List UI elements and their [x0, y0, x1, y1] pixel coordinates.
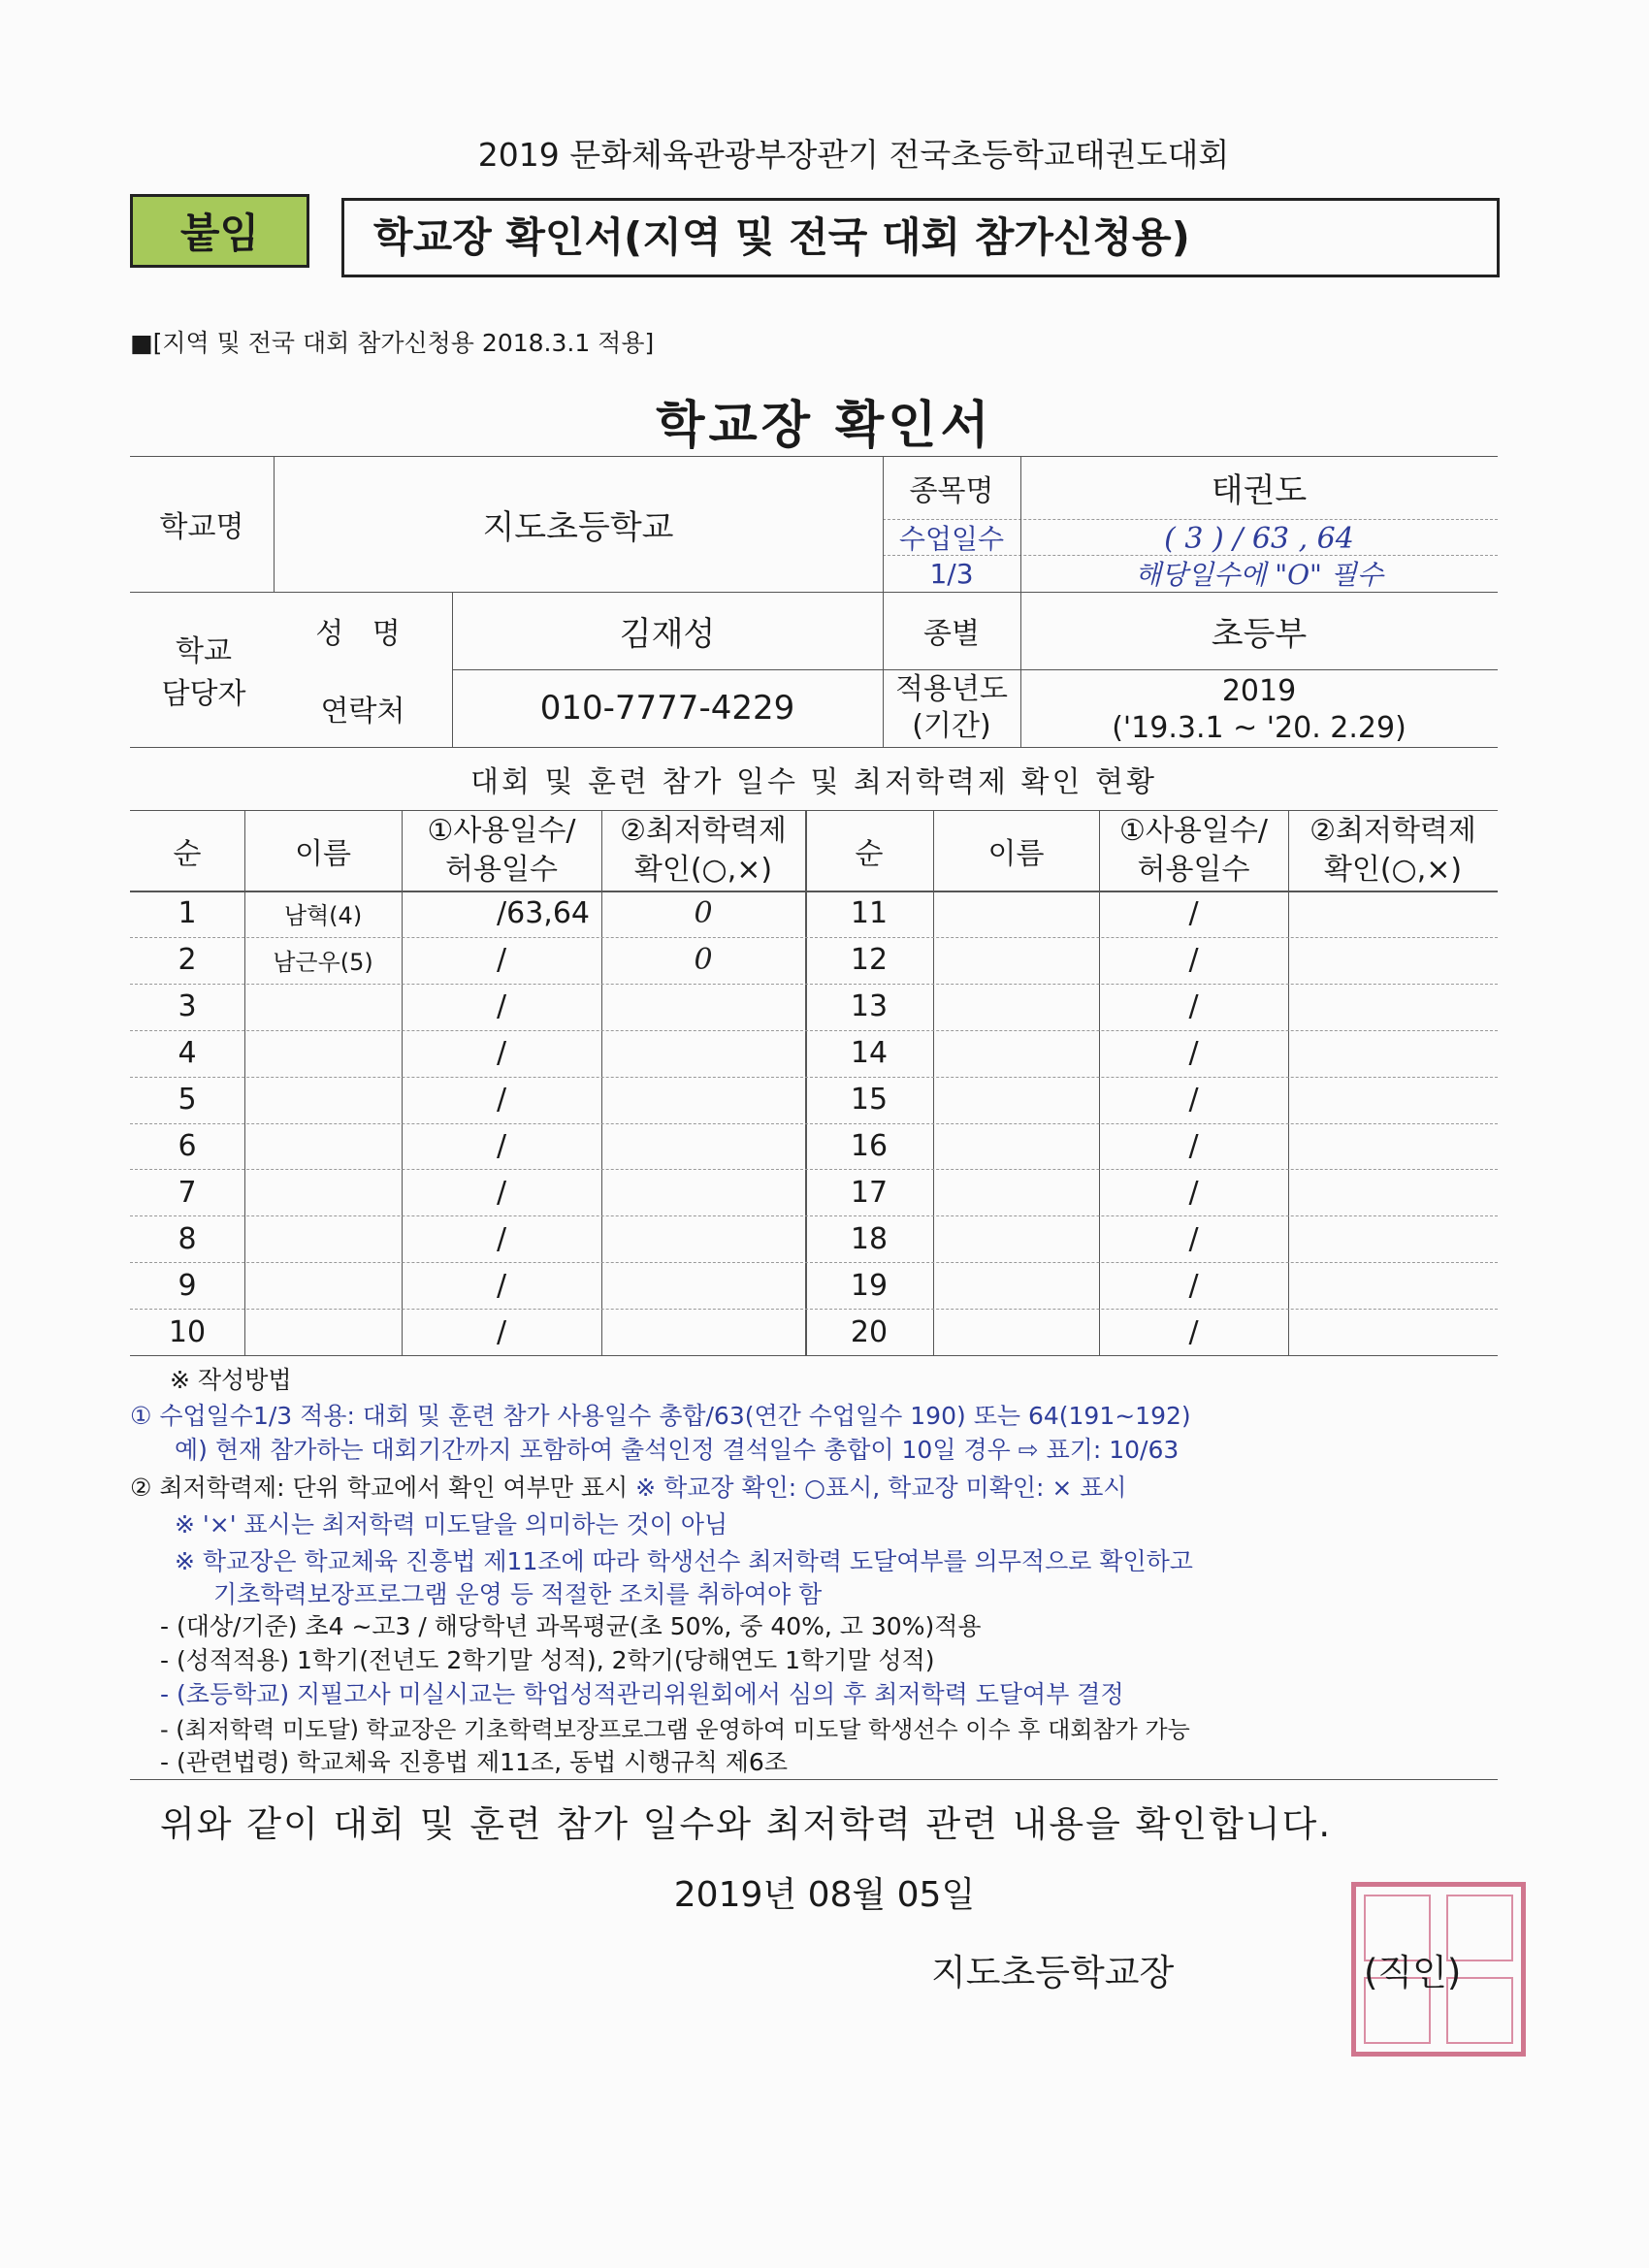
- class-days-value: ( 3 ) / 63 , 64: [1164, 521, 1354, 556]
- school-name-value: 지도초등학교: [482, 507, 674, 547]
- note-2d: 기초학력보장프로그램 운영 등 적절한 조치를 취하여야 함: [213, 1580, 823, 1608]
- status-title: 대회 및 훈련 참가 일수 및 최저학력제 확인 현황: [470, 764, 1157, 799]
- cell-check: [1288, 1030, 1498, 1077]
- note-1b: 예) 현재 참가하는 대회기간까지 포함하여 출석인정 결석일수 총합이 10일 경우 ⇨ 표기: 10/63: [175, 1436, 1180, 1464]
- class-days-note: 해당일수에 "O" 필수: [1135, 559, 1383, 591]
- cell-name: [244, 1309, 402, 1355]
- note-1a: ① 수업일수1/3 적용: 대회 및 훈련 참가 사용일수 총합/63(연간 수업일수 190) 또는 64(191~192): [130, 1402, 1191, 1430]
- cell-days: /: [1188, 1036, 1199, 1071]
- cell-name: [933, 1169, 1099, 1215]
- note-b2: - (성적적용) 1학기(전년도 2학기말 성적), 2학기(당해연도 1학기말 성적): [160, 1646, 935, 1674]
- cell-no: 8: [178, 1221, 197, 1256]
- cell-check: [1288, 1262, 1498, 1309]
- contact-group-label: 학교 담당자: [161, 634, 246, 711]
- cell-check: 0: [694, 943, 713, 978]
- cell-no: 16: [850, 1128, 889, 1163]
- year-label: 적용년도 (기간): [895, 672, 1008, 743]
- seal-label: (직인): [1364, 1952, 1462, 1993]
- school-name-label: 학교명: [159, 510, 244, 544]
- cell-check: [601, 984, 805, 1030]
- cell-days: /: [1188, 989, 1199, 1024]
- cell-name: 남혁(4): [283, 902, 363, 930]
- cell-check: [1288, 1077, 1498, 1123]
- cell-check: [601, 1123, 805, 1170]
- note-2a-highlight: ※ 학교장 확인: ○표시, 학교장 미확인: × 표시: [635, 1474, 1127, 1502]
- event-label: 종목명: [909, 473, 994, 508]
- note-2b: ※ '×' 표시는 최저학력 미도달을 의미하는 것이 아님: [175, 1510, 728, 1539]
- attachment-badge: 붙임: [130, 194, 309, 268]
- note-2c: ※ 학교장은 학교체육 진흥법 제11조에 따라 학생선수 최저학력 도달여부를 의무적으로 확인하고: [175, 1547, 1193, 1575]
- cell-check: [601, 1169, 805, 1215]
- note-b5: - (관련법령) 학교체육 진흥법 제11조, 동법 시행규칙 제6조: [160, 1748, 788, 1776]
- cell-no: 10: [168, 1314, 207, 1349]
- cell-name: [933, 1123, 1099, 1170]
- note-b1: - (대상/기준) 초4 ~고3 / 해당학년 과목평균(초 50%, 중 40%, 고 30%)적용: [160, 1612, 982, 1640]
- col-days: ①사용일수/ 허용일수: [427, 813, 576, 887]
- confirmation-text: 위와 같이 대회 및 훈련 참가 일수와 최저학력 관련 내용을 확인합니다.: [160, 1803, 1333, 1845]
- contact-name-value: 김재성: [619, 614, 716, 654]
- col-check-right: ②최저학력제 확인(○,×): [1310, 813, 1476, 887]
- col-check: ②최저학력제 확인(○,×): [620, 813, 787, 887]
- cell-days: /: [1188, 1175, 1199, 1210]
- phone-label: 연락처: [320, 695, 405, 729]
- sign-date: 2019년 08월 05일: [673, 1875, 976, 1915]
- cell-no: 2: [178, 943, 197, 978]
- cell-days: /: [496, 1175, 507, 1210]
- cell-no: 20: [850, 1314, 889, 1349]
- col-no-right: 순: [855, 836, 884, 871]
- cell-no: 7: [178, 1175, 197, 1210]
- cell-days: /: [1188, 896, 1199, 931]
- cell-check: [1288, 1309, 1498, 1355]
- cell-name: [933, 891, 1099, 937]
- cell-check: [601, 1262, 805, 1309]
- cell-name: [244, 1169, 402, 1215]
- col-name: 이름: [295, 836, 351, 871]
- cell-name: [244, 1077, 402, 1123]
- cell-days: /: [496, 1221, 507, 1256]
- class-days-fraction: 1/3: [929, 557, 974, 590]
- cell-no: 17: [850, 1175, 889, 1210]
- principal-name: 지도초등학교장: [931, 1952, 1175, 1993]
- cell-name: [933, 1030, 1099, 1077]
- cell-check: [601, 1215, 805, 1262]
- year-period: ('19.3.1 ~ '20. 2.29): [1112, 710, 1406, 745]
- class-days-label: 수업일수: [898, 522, 1005, 555]
- col-no: 순: [173, 836, 202, 871]
- cell-name: [244, 984, 402, 1030]
- cell-name: [933, 1262, 1099, 1309]
- cell-days: /: [496, 1036, 507, 1071]
- header-title: 학교장 확인서(지역 및 전국 대회 참가신청용): [341, 198, 1500, 277]
- document-title: 학교장 확인서: [656, 397, 993, 455]
- cell-no: 14: [850, 1036, 889, 1071]
- cell-no: 4: [178, 1036, 197, 1071]
- year-value: 2019: [1221, 673, 1297, 708]
- cell-name: [244, 1030, 402, 1077]
- cell-no: 5: [178, 1083, 197, 1118]
- note-b3: - (초등학교) 지필고사 미실시교는 학업성적관리위원회에서 심의 후 최저학력 도달여부 결정: [160, 1680, 1124, 1708]
- cell-name: [933, 1309, 1099, 1355]
- cell-check: [601, 1030, 805, 1077]
- cell-no: 19: [850, 1268, 889, 1303]
- cell-no: 9: [178, 1268, 197, 1303]
- cell-no: 3: [178, 989, 197, 1024]
- col-name-right: 이름: [987, 836, 1045, 871]
- cell-no: 1: [178, 896, 197, 931]
- cell-days: /63,64: [497, 896, 590, 931]
- cell-no: 12: [850, 943, 889, 978]
- cell-name: [244, 1123, 402, 1170]
- cell-name: [244, 1262, 402, 1309]
- cell-no: 6: [178, 1128, 197, 1163]
- division-label: 종별: [923, 617, 980, 651]
- cell-check: [601, 1309, 805, 1355]
- cell-no: 11: [850, 896, 889, 931]
- cell-days: /: [496, 943, 507, 978]
- cell-days: /: [1188, 1314, 1199, 1349]
- cell-no: 13: [850, 989, 889, 1024]
- note-2a-text: ② 최저학력제: 단위 학교에서 확인 여부만 표시: [130, 1474, 629, 1502]
- cell-name: 남근우(5): [273, 949, 373, 977]
- cell-no: 18: [850, 1221, 889, 1256]
- name-label: 성 명: [315, 617, 410, 651]
- phone-value: 010-7777-4229: [539, 689, 795, 728]
- cell-days: /: [1188, 943, 1199, 978]
- cell-check: [1288, 1123, 1498, 1170]
- notes-heading: ※ 작성방법: [170, 1366, 292, 1394]
- cell-check: [1288, 891, 1498, 937]
- cell-no: 15: [850, 1083, 889, 1118]
- cell-name: [933, 1077, 1099, 1123]
- cell-check: [1288, 937, 1498, 984]
- cell-days: /: [1188, 1221, 1199, 1256]
- cell-days: /: [496, 1128, 507, 1163]
- cell-check: [1288, 1215, 1498, 1262]
- cell-days: /: [1188, 1083, 1199, 1118]
- cell-days: /: [496, 1083, 507, 1118]
- cell-days: /: [1188, 1268, 1199, 1303]
- cell-days: /: [496, 989, 507, 1024]
- cell-check: 0: [694, 896, 713, 931]
- col-days-right: ①사용일수/ 허용일수: [1119, 813, 1268, 887]
- event-value: 태권도: [1211, 471, 1308, 510]
- division-value: 초등부: [1211, 614, 1308, 654]
- cell-name: [933, 984, 1099, 1030]
- note-2a: [130, 1469, 1127, 1504]
- cell-name: [933, 1215, 1099, 1262]
- note-b4: - (최저학력 미도달) 학교장은 기초학력보장프로그램 운영하여 미도달 학생선수 이수 후 대회참가 가능: [160, 1716, 1190, 1743]
- cell-days: /: [1188, 1128, 1199, 1163]
- cell-days: /: [496, 1268, 507, 1303]
- cell-days: /: [496, 1314, 507, 1349]
- cell-name: [933, 937, 1099, 984]
- event-title: 2019 문화체육관광부장관기 전국초등학교태권도대회: [477, 136, 1230, 174]
- application-note: ■[지역 및 전국 대회 참가신청용 2018.3.1 적용]: [130, 329, 655, 357]
- cell-check: [1288, 1169, 1498, 1215]
- cell-check: [601, 1077, 805, 1123]
- cell-check: [1288, 984, 1498, 1030]
- cell-name: [244, 1215, 402, 1262]
